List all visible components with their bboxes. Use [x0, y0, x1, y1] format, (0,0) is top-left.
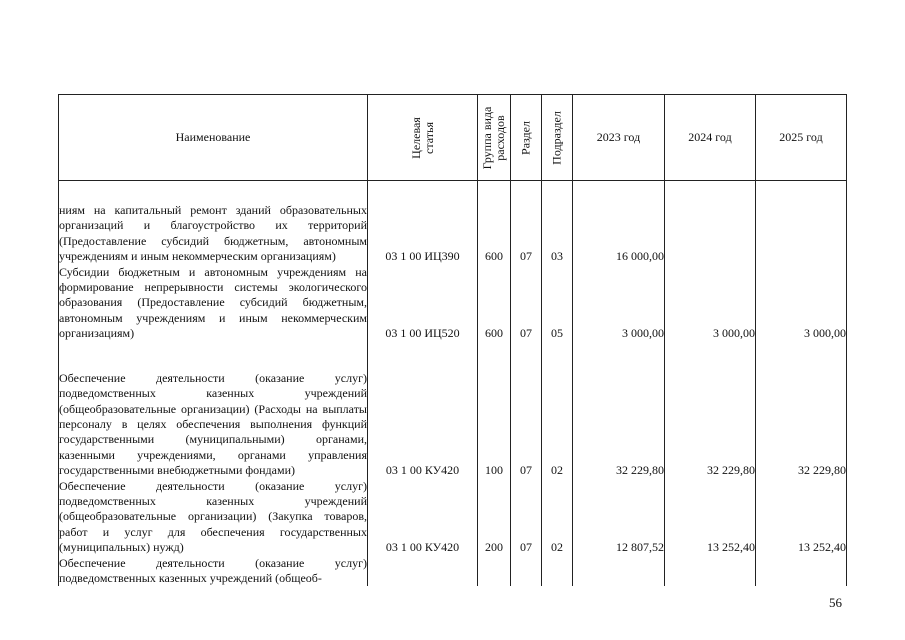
- header-row: [59, 95, 847, 181]
- row-target-article: 03 1 00 ИЦ390: [368, 181, 478, 265]
- row-expense-group: 600: [478, 181, 511, 265]
- row-name: Обеспечение деятельности (оказание услуг) подведомственных казенных учреждений (общеобразовательные организации) (Закупка товаров, работ и услуг для обеспечения государственных (муниципальных) нужд): [59, 478, 367, 555]
- table-row: [59, 181, 847, 265]
- row-target-article: 03 1 00 КУ420: [368, 479, 478, 556]
- header-subsection: [542, 95, 573, 181]
- row-amount-2023: 16 000,00: [573, 181, 665, 265]
- row-amount-2025: 32 229,80: [756, 342, 847, 479]
- table-row: [59, 556, 847, 587]
- row-subsection: 03: [542, 181, 573, 265]
- header-expense-group: [478, 95, 511, 181]
- row-subsection: [542, 556, 573, 587]
- row-amount-2024: [665, 556, 756, 587]
- row-section: 07: [511, 265, 542, 342]
- row-section: 07: [511, 181, 542, 265]
- table-row: [59, 479, 847, 556]
- row-name: Обеспечение деятельности (оказание услуг) подведомственных казенных учреждений (общеоб-: [59, 555, 367, 585]
- header-section-label: Раздел: [518, 120, 533, 155]
- row-amount-2024: 32 229,80: [665, 342, 756, 479]
- row-name: ниям на капитальный ремонт зданий образовательных организаций и благоустройство их территорий (Предоставление субсидий бюджетным, автономным учреждениям и иным некоммерческим организациям): [59, 181, 368, 265]
- row-target-article: 03 1 00 КУ420: [368, 342, 478, 479]
- row-amount-2025: [756, 556, 847, 587]
- row-section: [511, 556, 542, 587]
- page-number: 56: [829, 595, 842, 610]
- row-expense-group: 600: [478, 265, 511, 342]
- header-name: Наименование: [59, 95, 368, 181]
- row-subsection: 05: [542, 265, 573, 342]
- header-section: [511, 95, 542, 181]
- row-section: 07: [511, 342, 542, 479]
- table-row: [59, 265, 847, 342]
- row-amount-2023: [573, 556, 665, 587]
- row-amount-2023: 12 807,52: [573, 479, 665, 556]
- row-subsection: 02: [542, 479, 573, 556]
- row-target-article: [368, 556, 478, 587]
- row-amount-2024: 3 000,00: [665, 265, 756, 342]
- budget-table: [58, 94, 847, 586]
- table-row: [59, 342, 847, 479]
- header-target-article-label: Целевая статья: [408, 116, 436, 159]
- header-2023: 2023 год: [573, 95, 665, 181]
- row-name: Обеспечение деятельности (оказание услуг) подведомственных казенных учреждений (общеобразовательные организации) (Расходы на выплаты персоналу в целях обеспечения выполнения функций государственными (муниципальными) органами, казенными учреждениями, органами управления государственными внебюджетными фондами): [59, 342, 368, 479]
- row-expense-group: 200: [478, 479, 511, 556]
- row-section: 07: [511, 479, 542, 556]
- header-2025: 2025 год: [756, 95, 847, 181]
- header-expense-group-label: Группа вида расходов: [480, 106, 507, 169]
- row-amount-2024: [665, 181, 756, 265]
- row-target-article: 03 1 00 ИЦ520: [368, 265, 478, 342]
- header-2024: 2024 год: [665, 95, 756, 181]
- row-subsection: 02: [542, 342, 573, 479]
- header-target-article: [368, 95, 478, 181]
- row-expense-group: 100: [478, 342, 511, 479]
- row-expense-group: [478, 556, 511, 587]
- row-amount-2025: [756, 181, 847, 265]
- row-amount-2024: 13 252,40: [665, 479, 756, 556]
- row-amount-2025: 3 000,00: [756, 265, 847, 342]
- row-name: Субсидии бюджетным и автономным учреждениям на формирование непрерывности системы экологического образования (Предоставление субсидий бюджетным, автономным учреждениям и иным некоммерческим организациям): [59, 264, 367, 341]
- row-amount-2023: 3 000,00: [573, 265, 665, 342]
- row-amount-2023: 32 229,80: [573, 342, 665, 479]
- header-subsection-label: Подраздел: [549, 110, 564, 165]
- row-amount-2025: 13 252,40: [756, 479, 847, 556]
